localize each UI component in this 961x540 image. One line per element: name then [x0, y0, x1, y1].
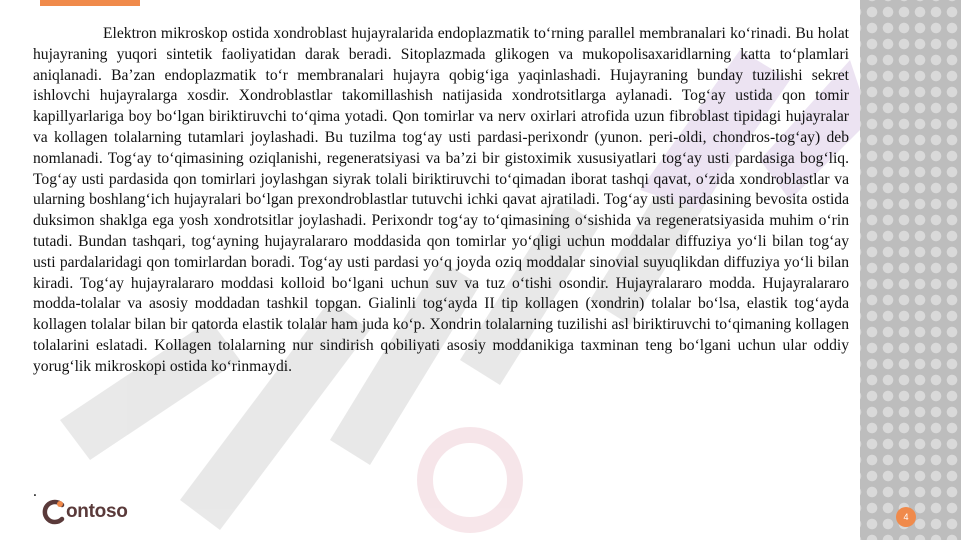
slide-number-badge: 4: [896, 507, 916, 527]
trailing-mark: .: [33, 483, 37, 500]
contoso-logo: [40, 496, 128, 528]
side-pattern-panel: [860, 0, 961, 540]
body-paragraph: Elektron mikroskop ostida xondroblast hujayralarida endoplazmatik to‘rning parallel membranalari ko‘rinadi. Bu holat hujayraning yuqori sintetik faoliyatidan darak beradi. Sitoplazmada glikogen va mukopolisaxaridlarning katta to‘plamlari aniqlanadi. Ba’zan endoplazmatik to‘r membranalari hujayra qobig‘iga yaqinlashadi. Hujayraning bunday tuzilishi sekret ishlovchi hujayralarga xosdir. Xondroblastlar takomillashish natijasida xondrotsitlarga aylanadi. Tog‘ay ustida qon tomir kapillyarlariga boy bo‘lgan biriktiruvchi to‘qima yotadi. Qon tomirlar va nerv oxirlari atrofida uzun fibroblast tipidagi hujayralar va kollagen tolalarning tutamlari joylashadi. Bu tuzilma tog‘ay usti pardasi-perixondr (yunon. peri-oldi, chondros-tog‘ay) deb nomlanadi. Tog‘ay to‘qimasining oziqlanishi, regeneratsiyasi va ba’zi bir gistoximik xususiyatlari tog‘ay usti pardasiga bog‘liq. Tog‘ay usti pardasida qon tomirlari joylashgan siyrak tolali biriktiruvchi to‘qimadan iborat tashqi qavat, o‘zida xondroblastlar va ularning boshlang‘ich hujayralari bo‘lgan prexondroblastlar tutuvchi ichki qavat ajratiladi. Tog‘ay usti pardasining bevosita ostida duksimon shaklga ega yosh xondrotsitlar joylashadi. Perixondr tog‘ay to‘qimasining o‘sishida va regeneratsiyasida muhim o‘rin tutadi. Bundan tashqari, tog‘ayning hujayralararo moddasida qon tomirlar yo‘qligi uchun moddalar diffuziya yo‘li bilan tog‘ay usti pardalaridagi qon tomirlardan boradi. Tog‘ay usti pardasi yo‘q joyda oziq moddalar sinovial suyuqlikdan diffuziya yo‘li bilan kiradi. Tog‘ay hujayralararo moddasi kolloid bo‘lgani uchun suv va tuz o‘tishi osondir. Hujayralararo modda. Hujayralararo modda-tolalar va asosiy moddadan tashkil topgan. Gialinli tog‘ayda II tip kollagen (xondrin) tolalar bo‘lsa, elastik tog‘ayda kollagen tolalar bilan bir qatorda elastik tolalar ham juda ko‘p. Xondrin tolalarning tuzilishi asl biriktiruvchi to‘qimaning kollagen tolalarini eslatadi. Kollagen tolalarning nur sindirish qobiliyati asosiy moddanikiga taxminan teng bo‘lgani uchun ular oddiy yorug‘lik mikroskopi ostida ko‘rinmaydi.: [33, 25, 849, 375]
logo-text: ontoso: [66, 501, 128, 522]
top-accent-bar: [40, 0, 140, 6]
